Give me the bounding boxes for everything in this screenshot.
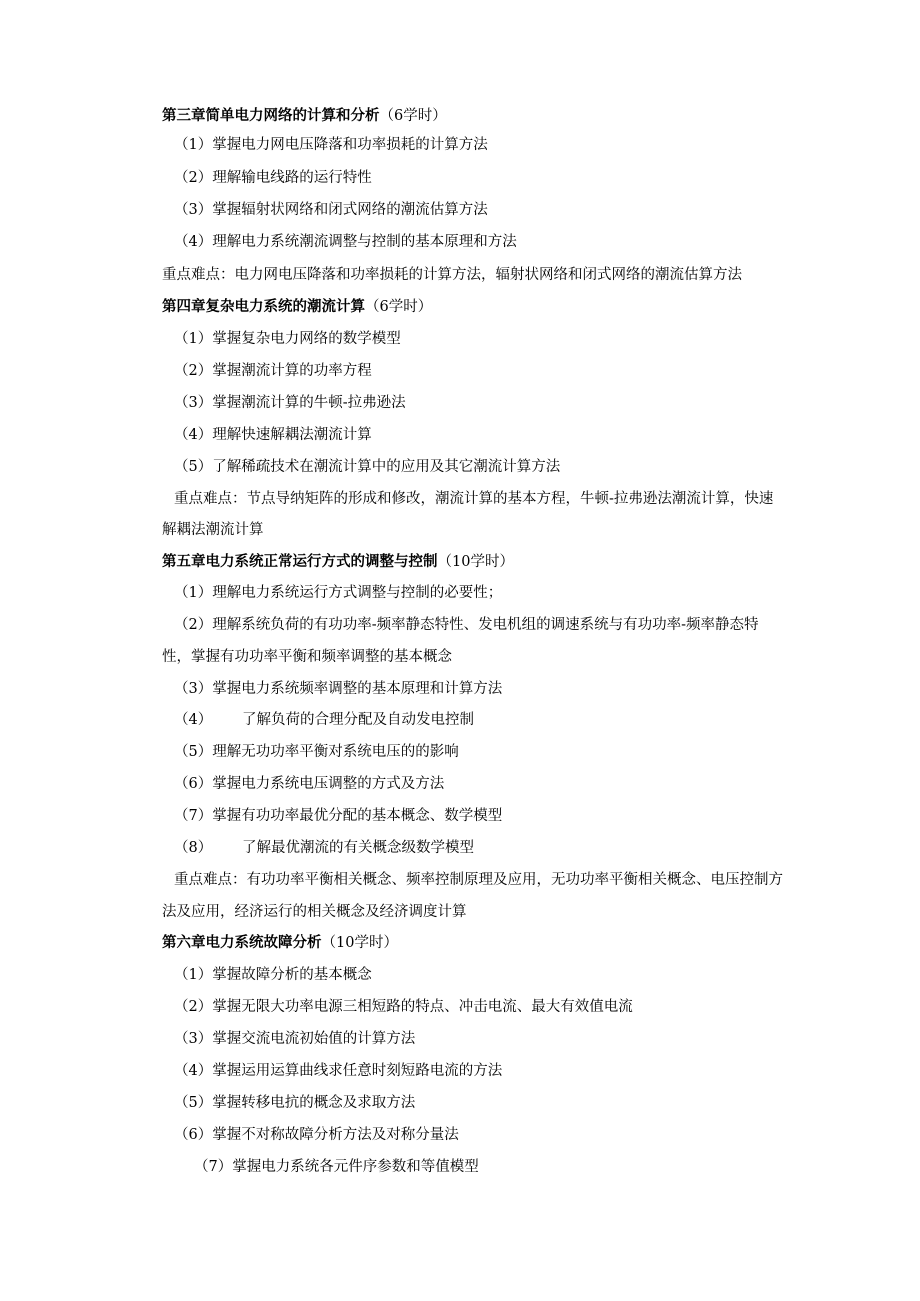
item-number: （8）: [174, 840, 213, 856]
chapter-4-heading: [162, 297, 432, 317]
key-points: 重点难点：电力网电压降落和功率损耗的计算方法，辐射状网络和闭式网络的潮流估算方法: [162, 267, 742, 283]
chapter-title: 第三章简单电力网络的计算和分析: [162, 108, 380, 124]
list-item: （4）理解电力系统潮流调整与控制的基本原理和方法: [174, 234, 517, 250]
key-points-continued: 法及应用，经济运行的相关概念及经济调度计算: [162, 904, 467, 920]
list-item: （3）掌握辐射状网络和闭式网络的潮流估算方法: [174, 202, 488, 218]
list-item: [174, 838, 474, 858]
key-points-continued: 解耦法潮流计算: [162, 522, 264, 538]
list-item-continued: 性，掌握有功功率平衡和频率调整的基本概念: [162, 649, 452, 665]
list-item: （4）理解快速解耦法潮流计算: [174, 427, 372, 443]
list-item: （3）掌握潮流计算的牛顿-拉弗逊法: [174, 395, 406, 411]
list-item: （7）掌握电力系统各元件序参数和等值模型: [194, 1159, 479, 1175]
list-item: （2）理解输电线路的运行特性: [174, 170, 372, 186]
key-points: 重点难点：有功功率平衡相关概念、频率控制原理及应用，无功功率平衡相关概念、电压控制方: [174, 872, 783, 888]
list-item: （3）掌握电力系统频率调整的基本原理和计算方法: [174, 681, 503, 697]
list-item: （1）掌握电力网电压降落和功率损耗的计算方法: [174, 137, 488, 153]
item-text: 了解负荷的合理分配及自动发电控制: [242, 712, 474, 728]
chapter-hours: （10学时）: [437, 554, 514, 570]
list-item: （1）掌握复杂电力网络的数学模型: [174, 331, 401, 347]
chapter-title: 第五章电力系统正常运行方式的调整与控制: [162, 554, 438, 570]
chapter-title: 第四章复杂电力系统的潮流计算: [162, 299, 365, 315]
key-points: 重点难点：节点导纳矩阵的形成和修改，潮流计算的基本方程，牛顿-拉弗逊法潮流计算，快速: [174, 491, 774, 507]
chapter-hours: （10学时）: [321, 935, 398, 951]
list-item: （5）了解稀疏技术在潮流计算中的应用及其它潮流计算方法: [174, 459, 561, 475]
chapter-6-heading: [162, 933, 398, 953]
list-item: （4）掌握运用运算曲线求任意时刻短路电流的方法: [174, 1063, 503, 1079]
list-item: （7）掌握有功功率最优分配的基本概念、数学模型: [174, 808, 503, 824]
list-item: （6）掌握电力系统电压调整的方式及方法: [174, 776, 445, 792]
list-item: （2）掌握无限大功率电源三相短路的特点、冲击电流、最大有效值电流: [174, 999, 633, 1015]
list-item: （6）掌握不对称故障分析方法及对称分量法: [174, 1127, 459, 1143]
chapter-hours: （6学时）: [365, 299, 433, 315]
chapter-3-heading: [162, 106, 447, 126]
chapter-5-heading: [162, 552, 514, 572]
list-item: [174, 710, 474, 730]
item-number: （4）: [174, 712, 213, 728]
list-item: （1）掌握故障分析的基本概念: [174, 967, 372, 983]
list-item: （2）掌握潮流计算的功率方程: [174, 363, 372, 379]
item-text: 了解最优潮流的有关概念级数学模型: [242, 840, 474, 856]
list-item: （2）理解系统负荷的有功功率-频率静态特性、发电机组的调速系统与有功功率-频率静态特: [174, 617, 759, 633]
list-item: （5）理解无功功率平衡对系统电压的的影响: [174, 744, 459, 760]
list-item: （5）掌握转移电抗的概念及求取方法: [174, 1095, 416, 1111]
chapter-hours: （6学时）: [379, 108, 447, 124]
chapter-title: 第六章电力系统故障分析: [162, 935, 322, 951]
list-item: （3）掌握交流电流初始值的计算方法: [174, 1031, 416, 1047]
list-item: （1）理解电力系统运行方式调整与控制的必要性；: [174, 585, 503, 601]
